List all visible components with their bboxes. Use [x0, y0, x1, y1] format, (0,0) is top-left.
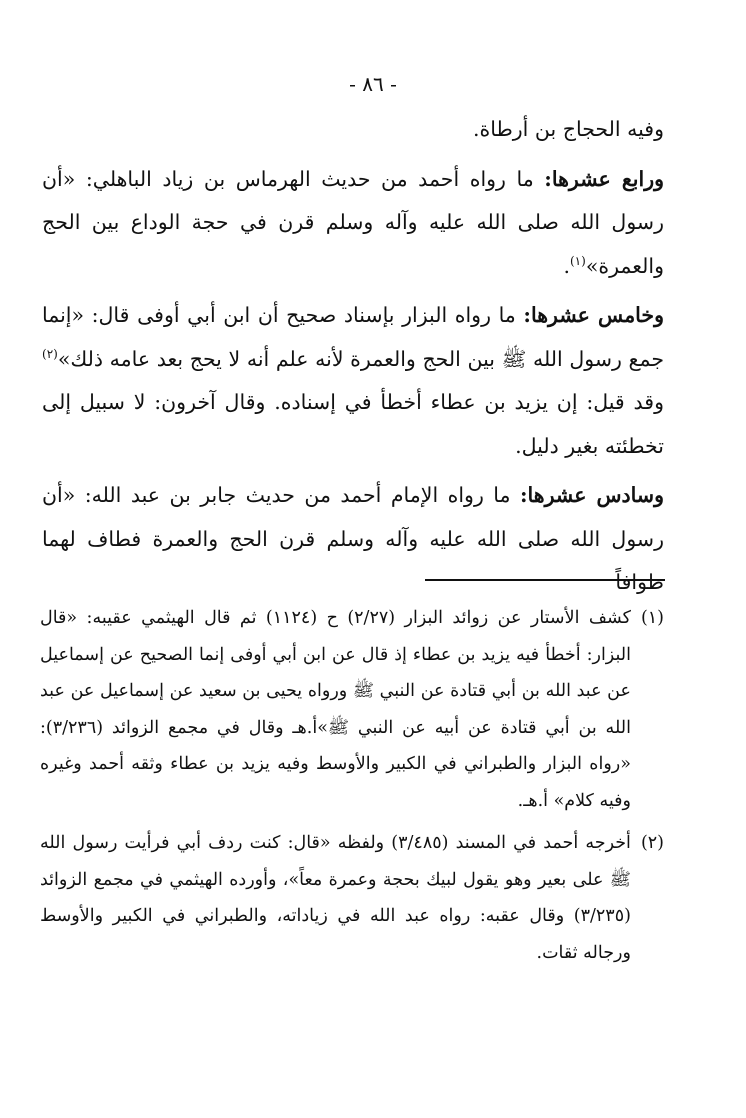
footnote-text: أخرجه أحمد في المسند (٣/٤٨٥) ولفظه «قال: كنت ردف أبي فرأيت رسول الله ﷺ على بعير وهو يقول لبيك بحجة وعمرة معاً»، وأورده الهيثمي في مجمع الزوائد (٣/٢٣٥) وقال عقبه: رواه عبد الله في زياداته، والطبراني في الكبير والأوسط ورجاله ثقات.: [40, 833, 631, 963]
paragraph-tail: .: [563, 253, 570, 278]
footnote-number: (١): [640, 608, 664, 628]
paragraph-text: ما رواه أحمد من حديث الهرماس بن زياد الباهلي: «أن رسول الله صلى الله عليه وآله وسلم قرن في حجة الوداع بين الحج والعمرة»: [42, 166, 664, 278]
main-text: [42, 108, 664, 605]
paragraph: [42, 294, 664, 468]
footnote: [40, 825, 664, 971]
paragraph: [42, 474, 664, 605]
footnote-reference: (١): [569, 253, 586, 268]
paragraph-tail: وقد قيل: إن يزيد بن عطاء أخطأ في إسناده. وقال آخرون: لا سبيل إلى تخطئته بغير دليل.: [42, 390, 664, 458]
footnote-reference: (٢): [42, 346, 58, 361]
footnotes: [40, 600, 664, 971]
footnote-divider: [425, 579, 665, 581]
paragraph-text: ما رواه الإمام أحمد من حديث جابر بن عبد الله: «أن رسول الله صلى الله عليه وآله وسلم قرن الحج والعمرة فطاف لهما طوافاً: [42, 483, 664, 594]
paragraph: [42, 108, 664, 152]
footnote: [40, 600, 664, 819]
page-number: - ٨٦ -: [349, 72, 397, 96]
paragraph: [42, 158, 664, 289]
paragraph-text: ما رواه البزار بإسناد صحيح أن ابن أبي أوفى قال: «إنما جمع رسول الله ﷺ بين الحج والعمرة لأنه علم أنه لا يحج بعد عامه ذلك»: [42, 303, 664, 371]
footnote-number: (٢): [640, 833, 664, 853]
paragraph-heading: وسادس عشرها:: [519, 483, 664, 507]
paragraph-text: وفيه الحجاج بن أرطاة.: [472, 117, 664, 141]
paragraph-heading: ورابع عشرها:: [544, 166, 664, 191]
footnote-text: كشف الأستار عن زوائد البزار (٢/٢٧) ح (١١٢٤) ثم قال الهيثمي عقيبه: «قال البزار: أخطأ فيه يزيد بن عطاء إذ قال عن ابن أبي أوفى إنما الصحيح عن إسماعيل عن عبد الله بن أبي قتادة عن النبي ﷺ ورواه يحيى بن سعيد عن إسماعيل عن عبد الله بن أبي قتادة عن أبيه عن النبي ﷺ»أ.هـ وقال في مجمع الزوائد (٣/٢٣٦): «رواه البزار والطبراني في الكبير والأوسط وفيه يزيد بن عطاء وثقه أحمد وغيره وفيه كلام» أ.هـ.: [40, 608, 631, 811]
paragraph-heading: وخامس عشرها:: [523, 303, 664, 327]
